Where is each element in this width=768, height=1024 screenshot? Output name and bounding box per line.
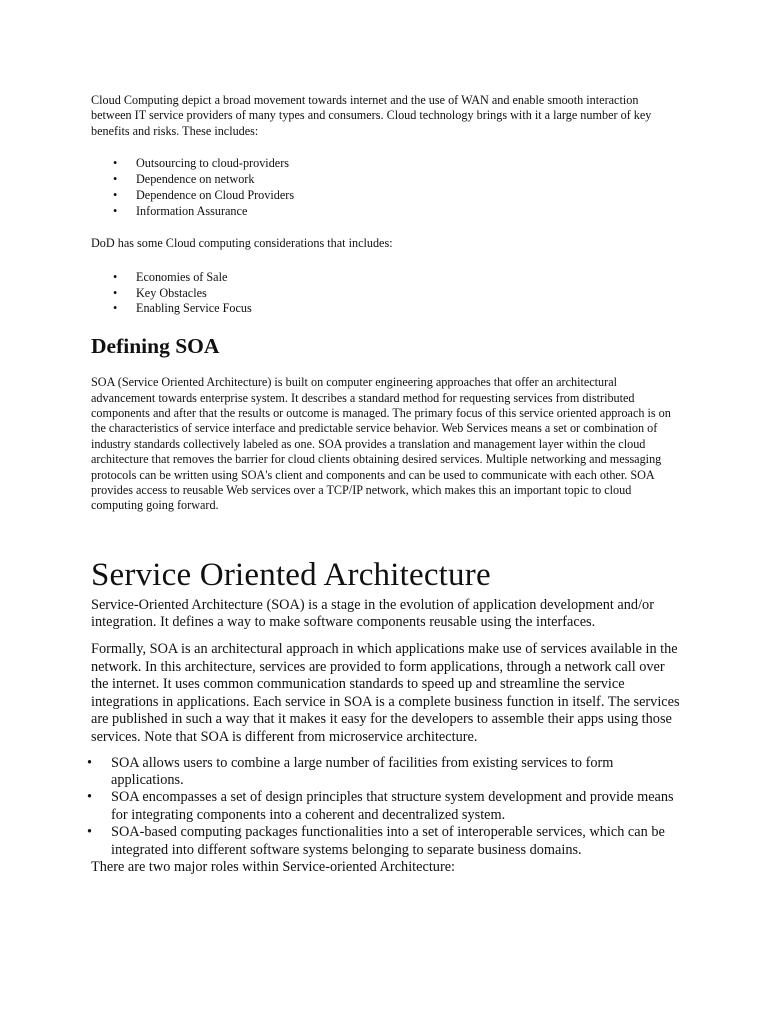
benefits-risks-list	[91, 156, 681, 219]
soa-paragraph-2: Formally, SOA is an architectural approach in which applications make use of services available in the network. In this architecture, services are provided to form applications, through a network call over the internet. It uses common communication standards to speed up and streamline the service integrations in applications. Each service in SOA is a complete business function in itself. The services are published in such a way that it makes it easy for the developers to assemble their apps using those services. Note that SOA is different from microservice architecture.	[91, 641, 680, 746]
intro-paragraph: Cloud Computing depict a broad movement towards internet and the use of WAN and enable smooth interaction between IT service providers of many types and consumers. Cloud technology brings with it a large number of key benefits and risks. These includes:	[91, 93, 652, 138]
list-item: • Outsourcing to cloud-providers	[91, 156, 681, 172]
document-page	[91, 93, 681, 877]
soa-closing-paragraph: There are two major roles within Service-oriented Architecture:	[91, 859, 456, 876]
defining-soa-heading: Defining SOA	[91, 334, 220, 359]
list-item: • Enabling Service Focus	[91, 301, 681, 317]
dod-considerations-list	[91, 270, 681, 317]
list-item: • SOA allows users to combine a large number of facilities from existing services to form applications.	[91, 755, 681, 790]
list-item: • SOA-based computing packages functionalities into a set of interoperable services, which can be integrated into different software systems belonging to separate business domains.	[91, 824, 681, 859]
soa-paragraph-1: Service-Oriented Architecture (SOA) is a stage in the evolution of application development and/or integration. It defines a way to make software components reusable using the interfaces.	[91, 596, 654, 631]
list-item: • SOA encompasses a set of design principles that structure system development and provide means for integrating components into a coherent and decentralized system.	[91, 789, 681, 824]
soa-features-list	[91, 755, 681, 859]
list-item: • Information Assurance	[91, 204, 681, 220]
defining-soa-paragraph: SOA (Service Oriented Architecture) is built on computer engineering approaches that offer an architectural advancement towards enterprise system. It describes a standard method for requesting services from distributed components and after that the results or outcome is managed. The primary focus of this service oriented approach is on the characteristics of service interface and predictable service behavior. Web Services means a set or combination of industry standards collectively labeled as one. SOA provides a translation and management layer within the cloud architecture that removes the barrier for cloud clients obtaining desired services. Multiple networking and messaging protocols can be written using SOA's client and components and can be used to communicate with each other. SOA provides access to reusable Web services over a TCP/IP network, which makes this an important topic to cloud computing going forward.	[91, 375, 671, 513]
list-item: • Economies of Sale	[91, 270, 681, 286]
dod-paragraph: DoD has some Cloud computing considerations that includes:	[91, 236, 393, 251]
service-oriented-architecture-heading: Service Oriented Architecture	[91, 556, 491, 593]
list-item: • Dependence on Cloud Providers	[91, 188, 681, 204]
list-item: • Key Obstacles	[91, 286, 681, 302]
list-item: • Dependence on network	[91, 172, 681, 188]
